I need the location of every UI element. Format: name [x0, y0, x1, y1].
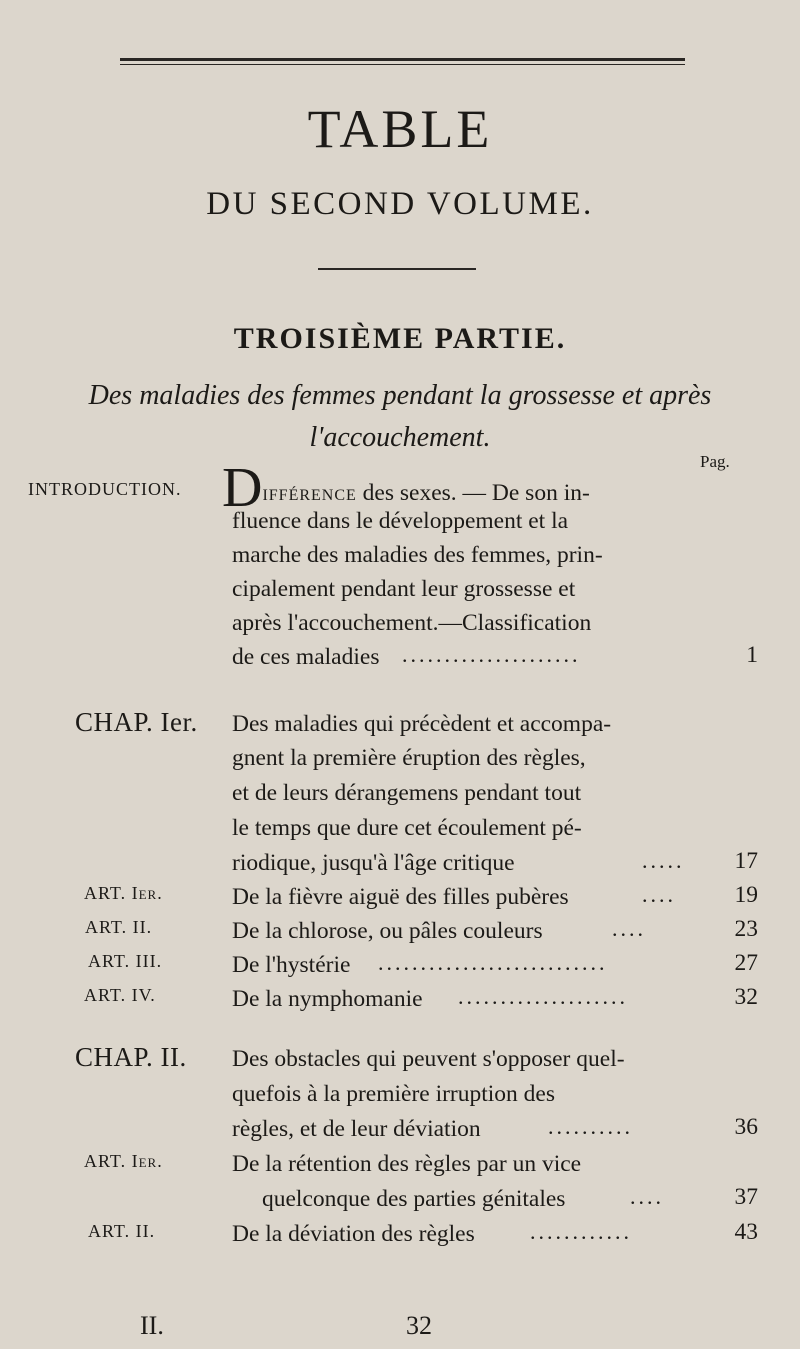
- entry-line: quefois à la première irruption des: [232, 1081, 556, 1107]
- leader-dots: .....: [642, 848, 685, 873]
- entry-label: ART. II.: [88, 1221, 156, 1241]
- entry-line: cipalement pendant leur grossesse et: [232, 576, 576, 602]
- entry-label: ART. Ier.: [84, 1151, 163, 1171]
- table-title: TABLE: [307, 99, 493, 159]
- entry-line: gnent la première éruption des règles,: [232, 745, 586, 771]
- footer-number: 32: [406, 1311, 432, 1340]
- entry-last-line: de ces maladies: [232, 644, 380, 670]
- signature-mark: II.: [140, 1311, 164, 1340]
- leader-dots: .....................: [402, 642, 581, 667]
- entry-last-line: De la déviation des règles: [232, 1221, 475, 1247]
- part-subtitle-line-1: Des maladies des femmes pendant la grossesse et après: [88, 380, 712, 411]
- entry-line: et de leurs dérangemens pendant tout: [232, 780, 582, 806]
- entry-label: ART. IV.: [84, 985, 156, 1005]
- volume-title: DU SECOND VOLUME.: [206, 186, 594, 222]
- entry-line: De la rétention des règles par un vice: [232, 1151, 582, 1177]
- leader-dots: ....: [642, 882, 676, 907]
- entry-page-number: 23: [734, 916, 758, 942]
- entry-last-line: De la fièvre aiguë des filles pubères: [232, 884, 569, 910]
- entry-last-line: riodique, jusqu'à l'âge critique: [232, 850, 515, 876]
- entry-label: ART. III.: [88, 951, 163, 971]
- top-rule: [120, 58, 685, 61]
- entry-line: après l'accouchement.—Classification: [232, 610, 592, 636]
- entry-line: Des maladies qui précèdent et accompa-: [232, 711, 612, 737]
- page-column-label: Pag.: [700, 452, 730, 471]
- entry-label: ART. Ier.: [84, 883, 163, 903]
- leader-dots: ....: [630, 1184, 664, 1209]
- entry-first-rest: des sexes. — De son in-: [356, 480, 590, 506]
- top-rule-thin: [120, 64, 685, 65]
- drop-cap: D: [222, 457, 263, 519]
- entry-last-line: quelconque des parties génitales: [262, 1186, 566, 1212]
- entry-last-line: De l'hystérie: [232, 952, 351, 978]
- entry-last-line: De la chlorose, ou pâles couleurs: [232, 918, 543, 944]
- entry-line: marche des maladies des femmes, prin-: [232, 542, 603, 568]
- leader-dots: ............: [530, 1219, 632, 1244]
- entry-page-number: 27: [734, 950, 758, 976]
- entry-page-number: 37: [734, 1184, 758, 1210]
- leader-dots: ...........................: [378, 950, 608, 975]
- entry-last-line: De la nymphomanie: [232, 986, 423, 1012]
- entry-page-number: 32: [734, 984, 758, 1010]
- entry-line: fluence dans le développement et la: [232, 508, 569, 534]
- short-rule: [318, 268, 476, 270]
- leader-dots: ....................: [458, 984, 628, 1009]
- entry-page-number: 19: [734, 882, 758, 908]
- entry-label: CHAP. II.: [75, 1042, 187, 1072]
- entry-smallcaps: ifférence: [262, 480, 357, 506]
- entry-label: ART. II.: [85, 917, 153, 937]
- entry-label: CHAP. Ier.: [75, 707, 198, 737]
- entry-page-number: 17: [734, 848, 758, 874]
- entry-last-line: règles, et de leur déviation: [232, 1116, 481, 1142]
- entry-line: le temps que dure cet écoulement pé-: [232, 815, 582, 841]
- entry-page-number: 43: [734, 1219, 758, 1245]
- entry-line: Des obstacles qui peuvent s'opposer quel-: [232, 1046, 625, 1072]
- leader-dots: ....: [612, 916, 646, 941]
- part-title: TROISIÈME PARTIE.: [233, 322, 567, 355]
- leader-dots: ..........: [548, 1114, 633, 1139]
- entry-page-number: 36: [734, 1114, 758, 1140]
- entry-label: INTRODUCTION.: [28, 479, 182, 499]
- entry-page-number: 1: [746, 642, 758, 668]
- part-subtitle-line-2: l'accouchement.: [309, 422, 491, 453]
